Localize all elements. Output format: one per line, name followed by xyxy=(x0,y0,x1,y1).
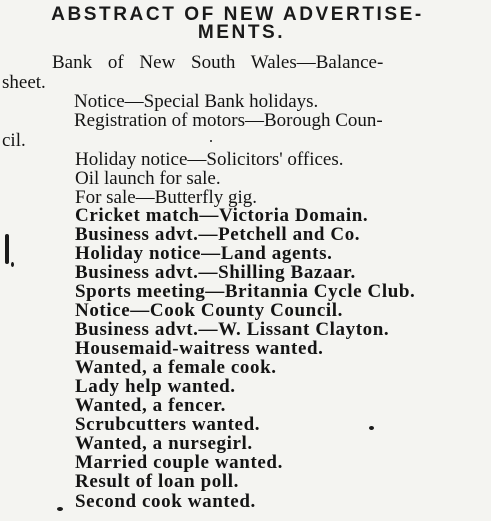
ink-speck xyxy=(57,507,63,511)
entry-19: Wanted, a nursegirl. xyxy=(75,433,253,454)
heading-line-2: MENTS. xyxy=(197,21,286,43)
entry-1-line-2: sheet. xyxy=(2,72,46,93)
ink-mark xyxy=(5,234,9,264)
ink-speck xyxy=(210,140,212,142)
entry-5: Oil launch for sale. xyxy=(75,168,221,189)
entry-1-line-1: Bank of New South Wales—Balance- xyxy=(52,52,384,73)
entry-15: Wanted, a female cook. xyxy=(75,357,277,378)
entry-13: Business advt.—W. Lissant Clayton. xyxy=(75,319,390,340)
entry-22: Second cook wanted. xyxy=(75,491,256,512)
entry-17: Wanted, a fencer. xyxy=(75,395,226,416)
entry-3-line-2: cil. xyxy=(2,130,26,151)
entry-12: Notice—Cook County Council. xyxy=(75,300,343,321)
entry-4: Holiday notice—Solicitors' offices. xyxy=(75,149,344,170)
entry-7: Cricket match—Victoria Domain. xyxy=(75,205,369,226)
entry-6: For sale—Butterfly gig. xyxy=(75,187,258,208)
entry-8: Business advt.—Petchell and Co. xyxy=(75,224,361,245)
ink-speck xyxy=(11,262,14,267)
entry-11: Sports meeting—Britannia Cycle Club. xyxy=(75,281,416,302)
entry-9: Holiday notice—Land agents. xyxy=(75,243,333,264)
entry-16: Lady help wanted. xyxy=(75,376,236,397)
ink-speck xyxy=(369,426,374,430)
entry-10: Business advt.—Shilling Bazaar. xyxy=(75,262,356,283)
entry-21: Result of loan poll. xyxy=(75,471,240,492)
entry-3-line-1: Registration of motors—Borough Coun- xyxy=(74,110,383,131)
entry-2: Notice—Special Bank holidays. xyxy=(74,91,319,112)
heading-line-1: ABSTRACT OF NEW ADVERTISE- xyxy=(51,3,424,25)
entry-14: Housemaid-waitress wanted. xyxy=(75,338,324,359)
entry-20: Married couple wanted. xyxy=(75,452,283,473)
entry-18: Scrubcutters wanted. xyxy=(75,414,261,435)
